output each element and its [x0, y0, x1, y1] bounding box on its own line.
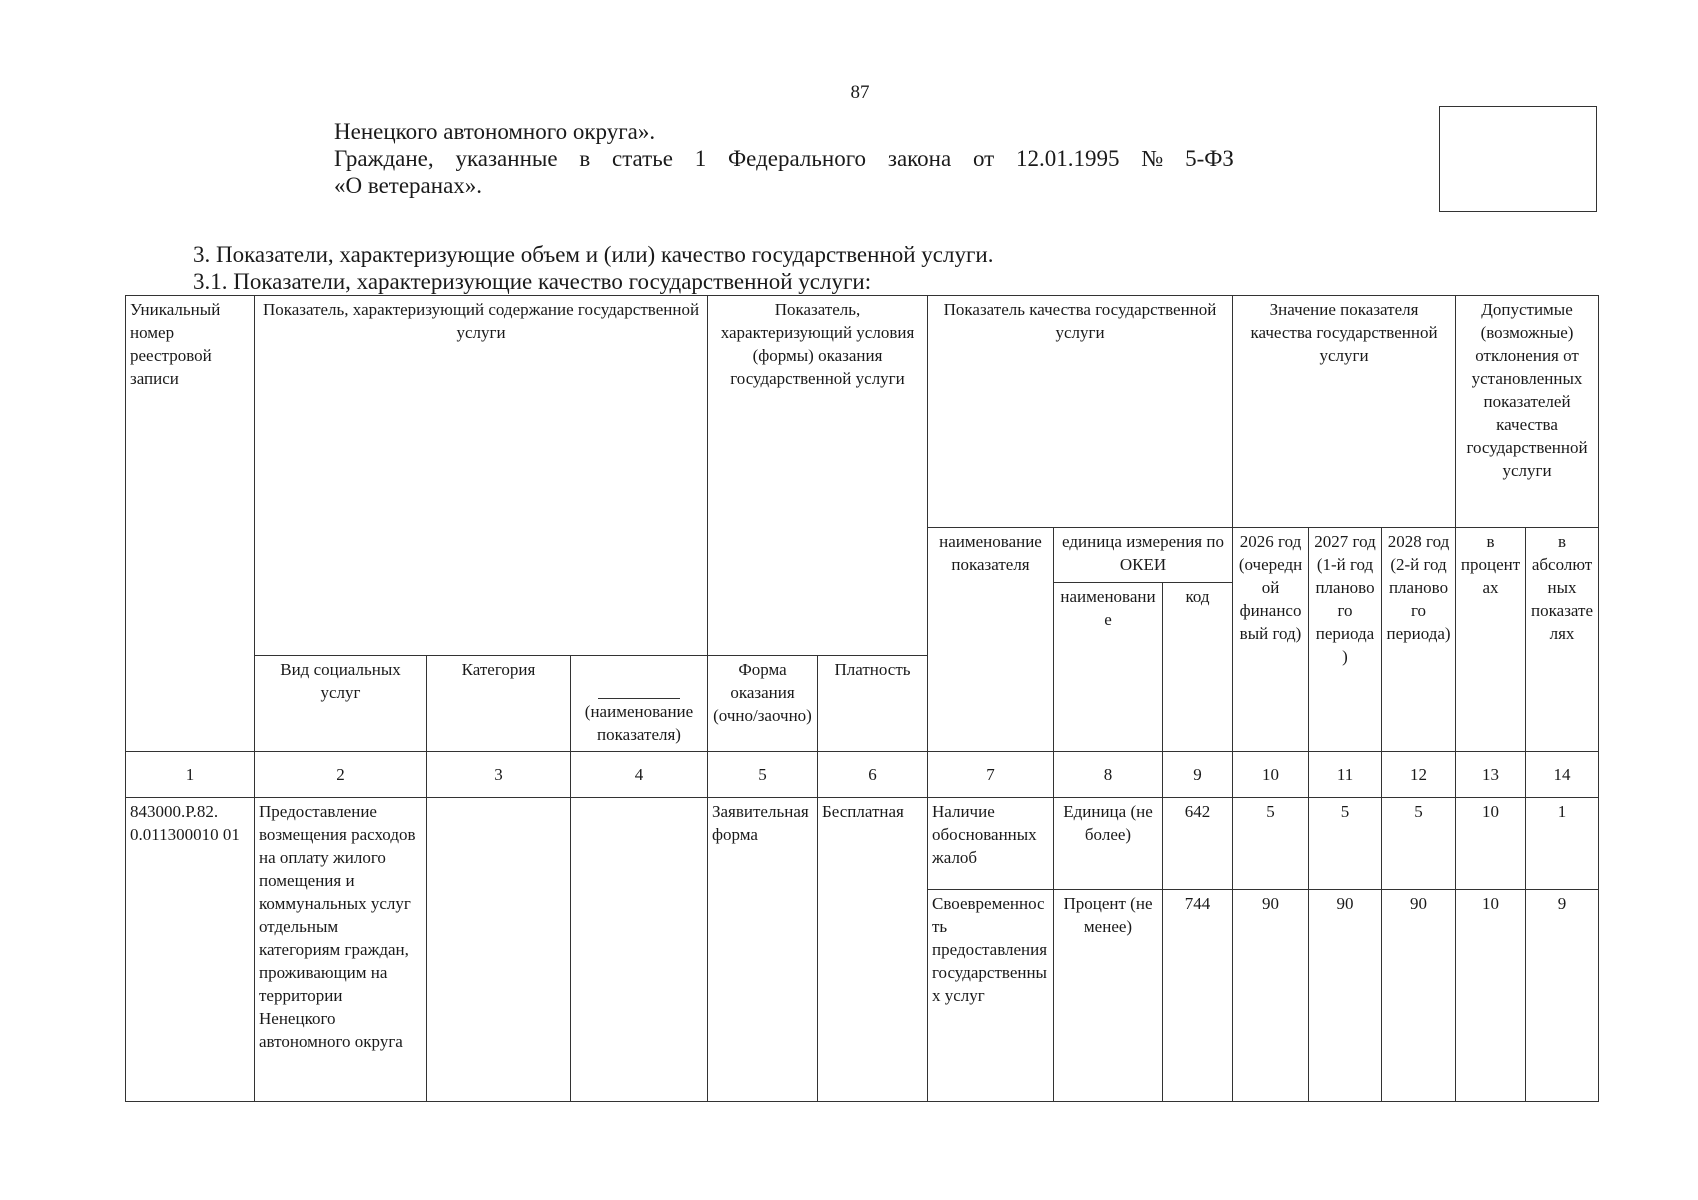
header-in-absolute: в абсолютных показателях [1526, 528, 1599, 752]
header-year-2027: 2027 год (1-й год планового периода) [1309, 528, 1382, 752]
column-number: 13 [1456, 752, 1526, 798]
column-number: 8 [1054, 752, 1163, 798]
intro-word: Федерального [728, 146, 867, 171]
indicator-value-2026: 5 [1233, 798, 1309, 890]
column-number: 3 [427, 752, 571, 798]
intro-word: в [579, 146, 591, 171]
page-number: 87 [850, 82, 870, 103]
header-deviations: Допустимые (возможные) отклонения от установленных показателей качества государственной услуги [1456, 296, 1599, 528]
indicator-unit-code: 642 [1163, 798, 1233, 890]
indicator-name: Своевременность предоставления государственных услуг [928, 890, 1054, 1102]
header-unique-number: Уникальный номер реестровой записи [126, 296, 255, 752]
indicator-unit-code: 744 [1163, 890, 1233, 1102]
indicator-name: Наличие обоснованных жалоб [928, 798, 1054, 890]
indicator-value-2027: 5 [1309, 798, 1382, 890]
table-row [126, 798, 1599, 890]
stamp-box [1439, 106, 1597, 212]
intro-word: закона [887, 146, 952, 171]
column-number: 12 [1382, 752, 1456, 798]
section-3-1-heading: 3.1. Показатели, характеризующие качество государственной услуги: [193, 269, 872, 294]
header-okei-unit: единица измерения по ОКЕИ [1054, 528, 1233, 583]
record-service-type: Предоставление возмещения расходов на оплату жилого помещения и коммунальных услуг отдельным категориям граждан, проживающим на территории Ненецкого автономного округа [255, 798, 427, 1102]
column-number: 5 [708, 752, 818, 798]
header-content-indicator: Показатель, характеризующий содержание государственной услуги [255, 296, 708, 656]
column-number: 14 [1526, 752, 1599, 798]
intro-line-1: Ненецкого автономного округа». [334, 119, 656, 144]
indicator-unit-name: Единица (не более) [1054, 798, 1163, 890]
header-indicator-placeholder [571, 656, 708, 752]
record-form: Заявительная форма [708, 798, 818, 1102]
header-quality-indicator: Показатель качества государственной услуги [928, 296, 1233, 528]
column-number: 11 [1309, 752, 1382, 798]
intro-word: указанные [455, 146, 558, 171]
column-number: 9 [1163, 752, 1233, 798]
indicator-value-2028: 5 [1382, 798, 1456, 890]
header-okei-name: наименование [1054, 583, 1163, 752]
record-indicator-4 [571, 798, 708, 1102]
intro-word: от [972, 146, 995, 171]
intro-line-2 [334, 145, 1234, 172]
header-year-2026: 2026 год (очередной финансовый год) [1233, 528, 1309, 752]
intro-word: 1 [694, 146, 707, 171]
indicator-unit-name: Процент (не менее) [1054, 890, 1163, 1102]
record-unique-number: 843000.Р.82. 0.011300010 01 [126, 798, 255, 1102]
indicator-deviation-percent: 10 [1456, 798, 1526, 890]
header-okei-code: код [1163, 583, 1233, 752]
indicator-deviation-absolute: 1 [1526, 798, 1599, 890]
indicator-deviation-percent: 10 [1456, 890, 1526, 1102]
record-payment: Бесплатная [818, 798, 928, 1102]
indicator-value-2027: 90 [1309, 890, 1382, 1102]
column-number: 1 [126, 752, 255, 798]
indicator-value-2026: 90 [1233, 890, 1309, 1102]
column-number: 4 [571, 752, 708, 798]
column-number: 7 [928, 752, 1054, 798]
section-3-heading: 3. Показатели, характеризующие объем и (или) качество государственной услуги. [193, 242, 994, 267]
quality-indicators-table [125, 295, 1599, 1102]
record-category [427, 798, 571, 1102]
header-service-type: Вид социальных услуг [255, 656, 427, 752]
header-category: Категория [427, 656, 571, 752]
blank-underline [598, 698, 680, 699]
intro-word: статье [612, 146, 673, 171]
intro-text [334, 118, 1234, 199]
header-conditions-indicator: Показатель, характеризующий условия (формы) оказания государственной услуги [708, 296, 928, 656]
indicator-deviation-absolute: 9 [1526, 890, 1599, 1102]
header-indicator-placeholder-label: (наименование показателя) [584, 702, 694, 744]
header-indicator-name: наименование показателя [928, 528, 1054, 752]
intro-line-3: «О ветеранах». [334, 173, 483, 198]
intro-word: 12.01.1995 [1016, 146, 1120, 171]
column-number: 2 [255, 752, 427, 798]
header-payment: Платность [818, 656, 928, 752]
intro-word: № [1141, 146, 1164, 171]
column-numbers-row [126, 752, 1599, 798]
header-quality-value: Значение показателя качества государственной услуги [1233, 296, 1456, 528]
header-form: Форма оказания (очно/заочно) [708, 656, 818, 752]
header-year-2028: 2028 год (2-й год планового периода) [1382, 528, 1456, 752]
intro-word: Граждане, [334, 146, 434, 171]
header-in-percent: в процентах [1456, 528, 1526, 752]
column-number: 10 [1233, 752, 1309, 798]
column-number: 6 [818, 752, 928, 798]
intro-word: 5-ФЗ [1185, 146, 1234, 171]
indicator-value-2028: 90 [1382, 890, 1456, 1102]
